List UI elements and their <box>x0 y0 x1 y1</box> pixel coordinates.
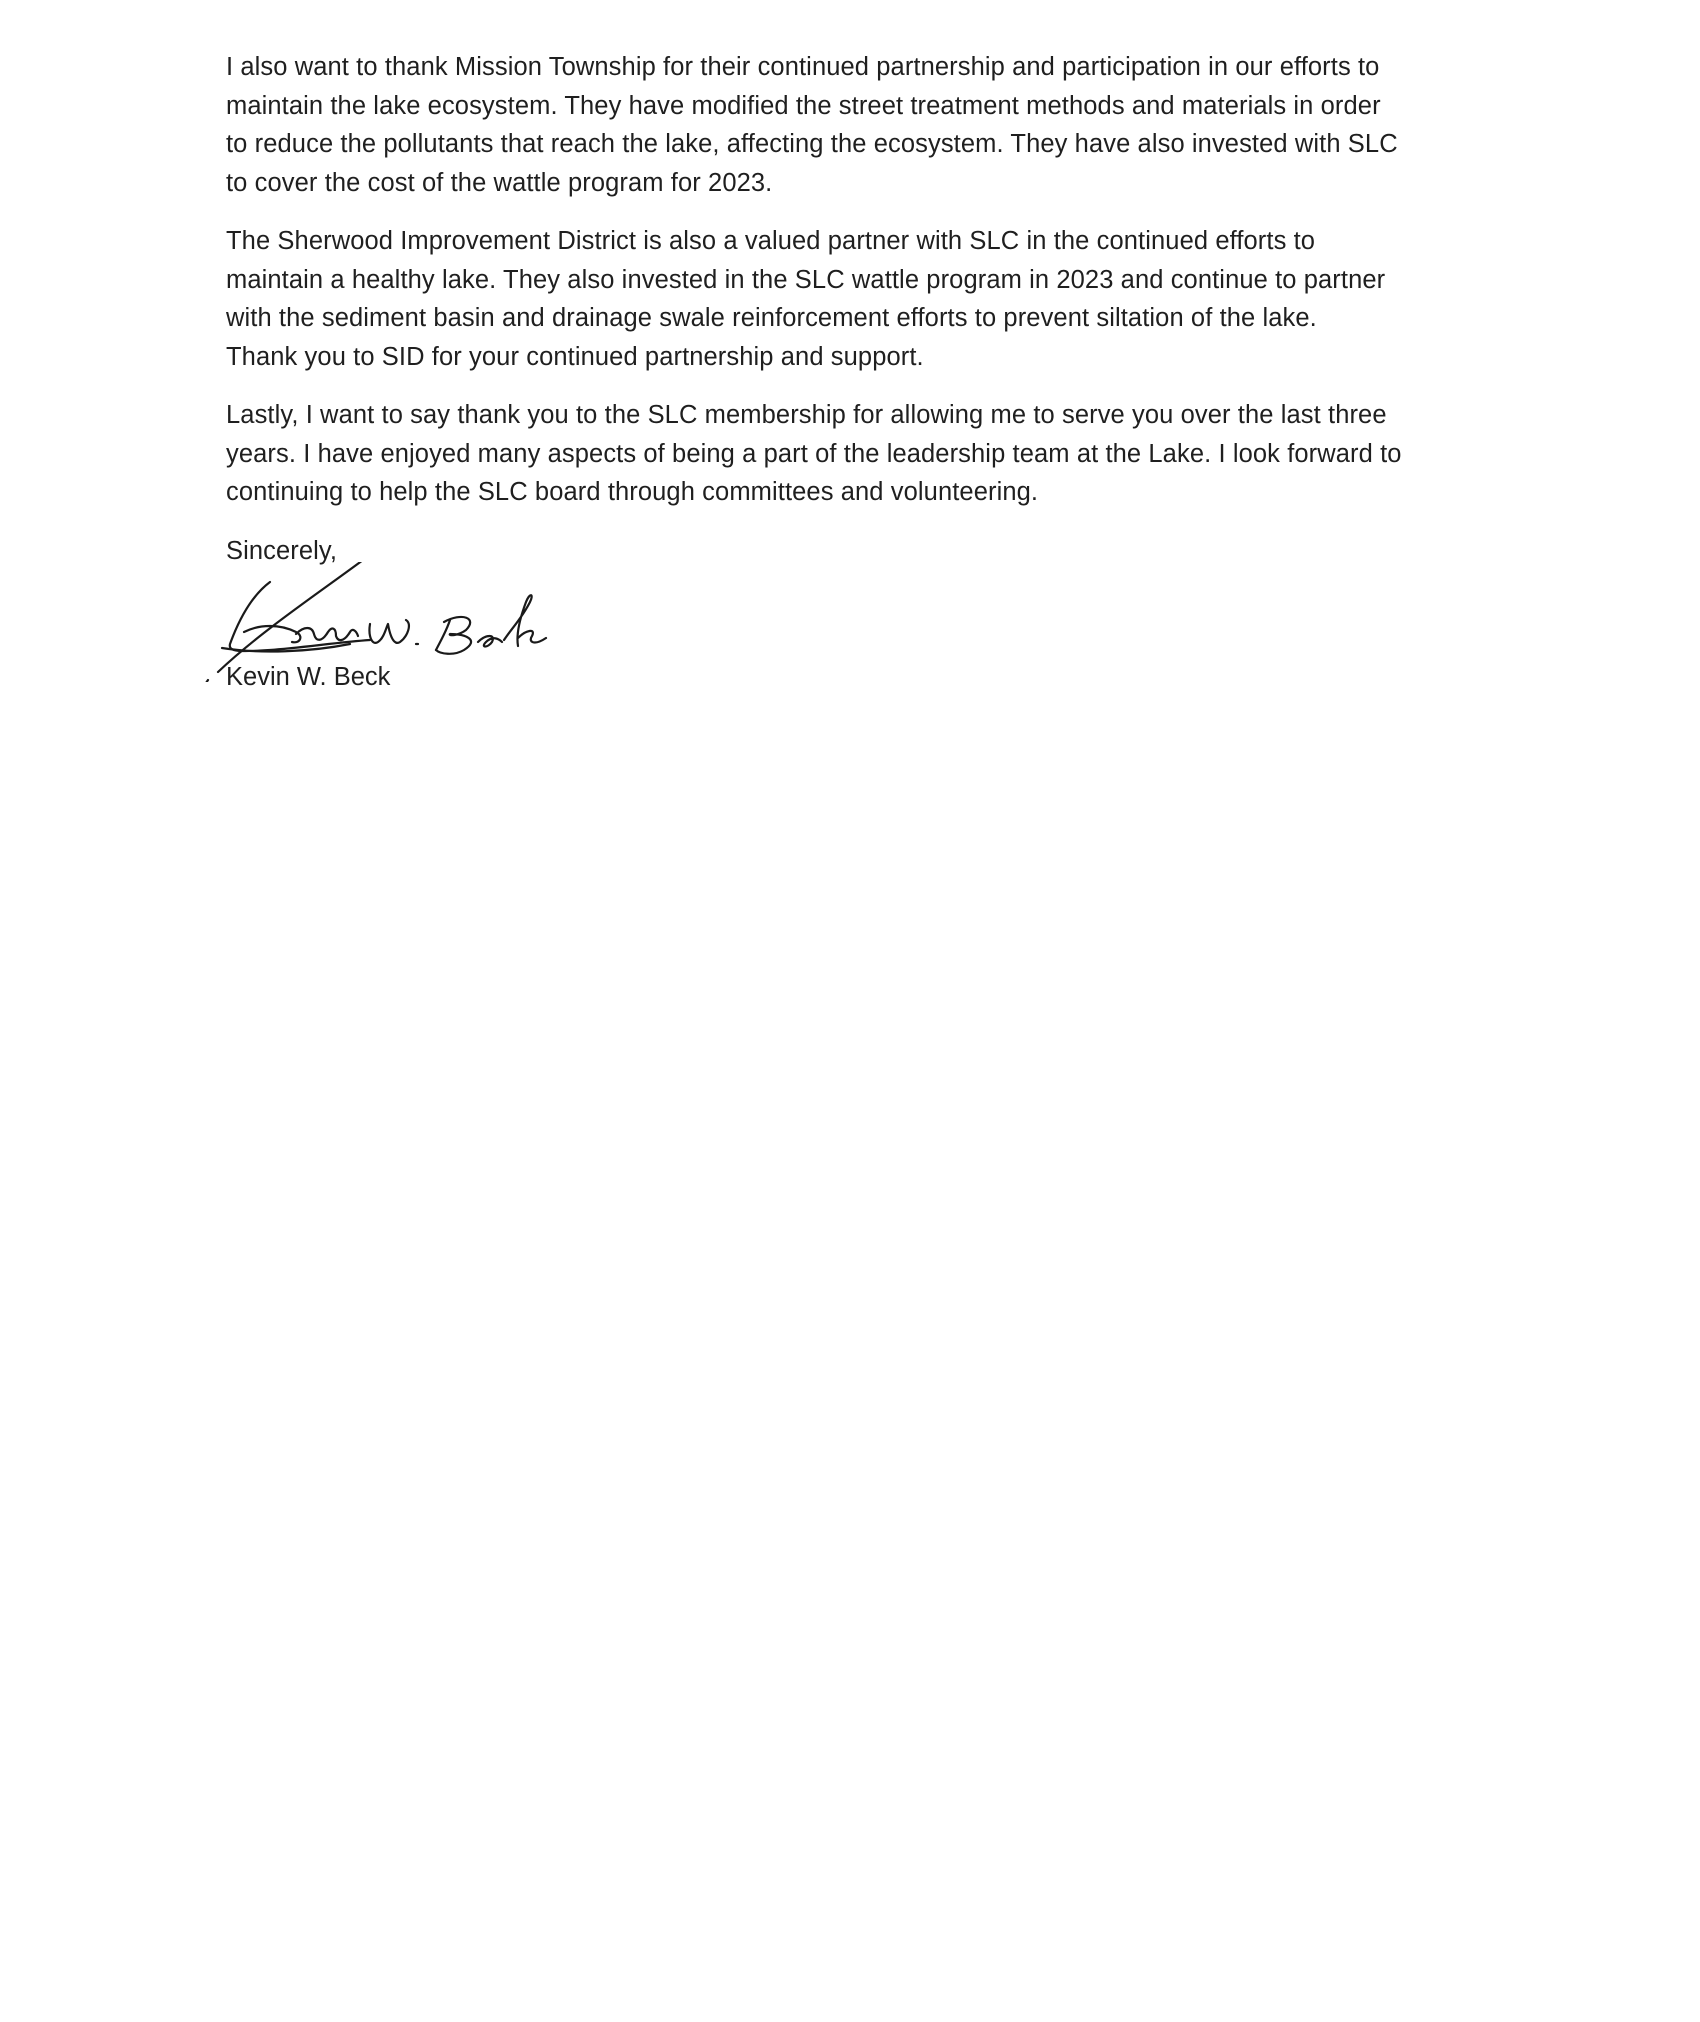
paragraph-mission-township: I also want to thank Mission Township for their continued partnership and participation in our efforts to maintain the lake ecosystem. They have modified the street treatment methods and materials in order to reduce the pollutants that reach the lake, affecting the ecosystem. They have also invested with SLC to cover the cost of the wattle program for 2023. <box>226 53 1398 197</box>
letter-body <box>226 48 1486 570</box>
signer-name: Kevin W. Beck <box>226 663 391 691</box>
closing-salutation: Sincerely, <box>226 536 338 565</box>
paragraph-thank-you-membership: Lastly, I want to say thank you to the SLC membership for allowing me to serve you over the last three years. I have enjoyed many aspects of being a part of the leadership team at the Lake. I look forward to continuing to help the SLC board through committees and volunteering. <box>226 401 1402 506</box>
paragraph-sherwood-improvement-district: The Sherwood Improvement District is also a valued partner with SLC in the continued efforts to maintain a healthy lake. They also invested in the SLC wattle program in 2023 and continue to partner with the sediment basin and drainage swale reinforcement efforts to prevent siltation of the lake. Thank you to SID for your continued partnership and support. <box>226 227 1386 371</box>
